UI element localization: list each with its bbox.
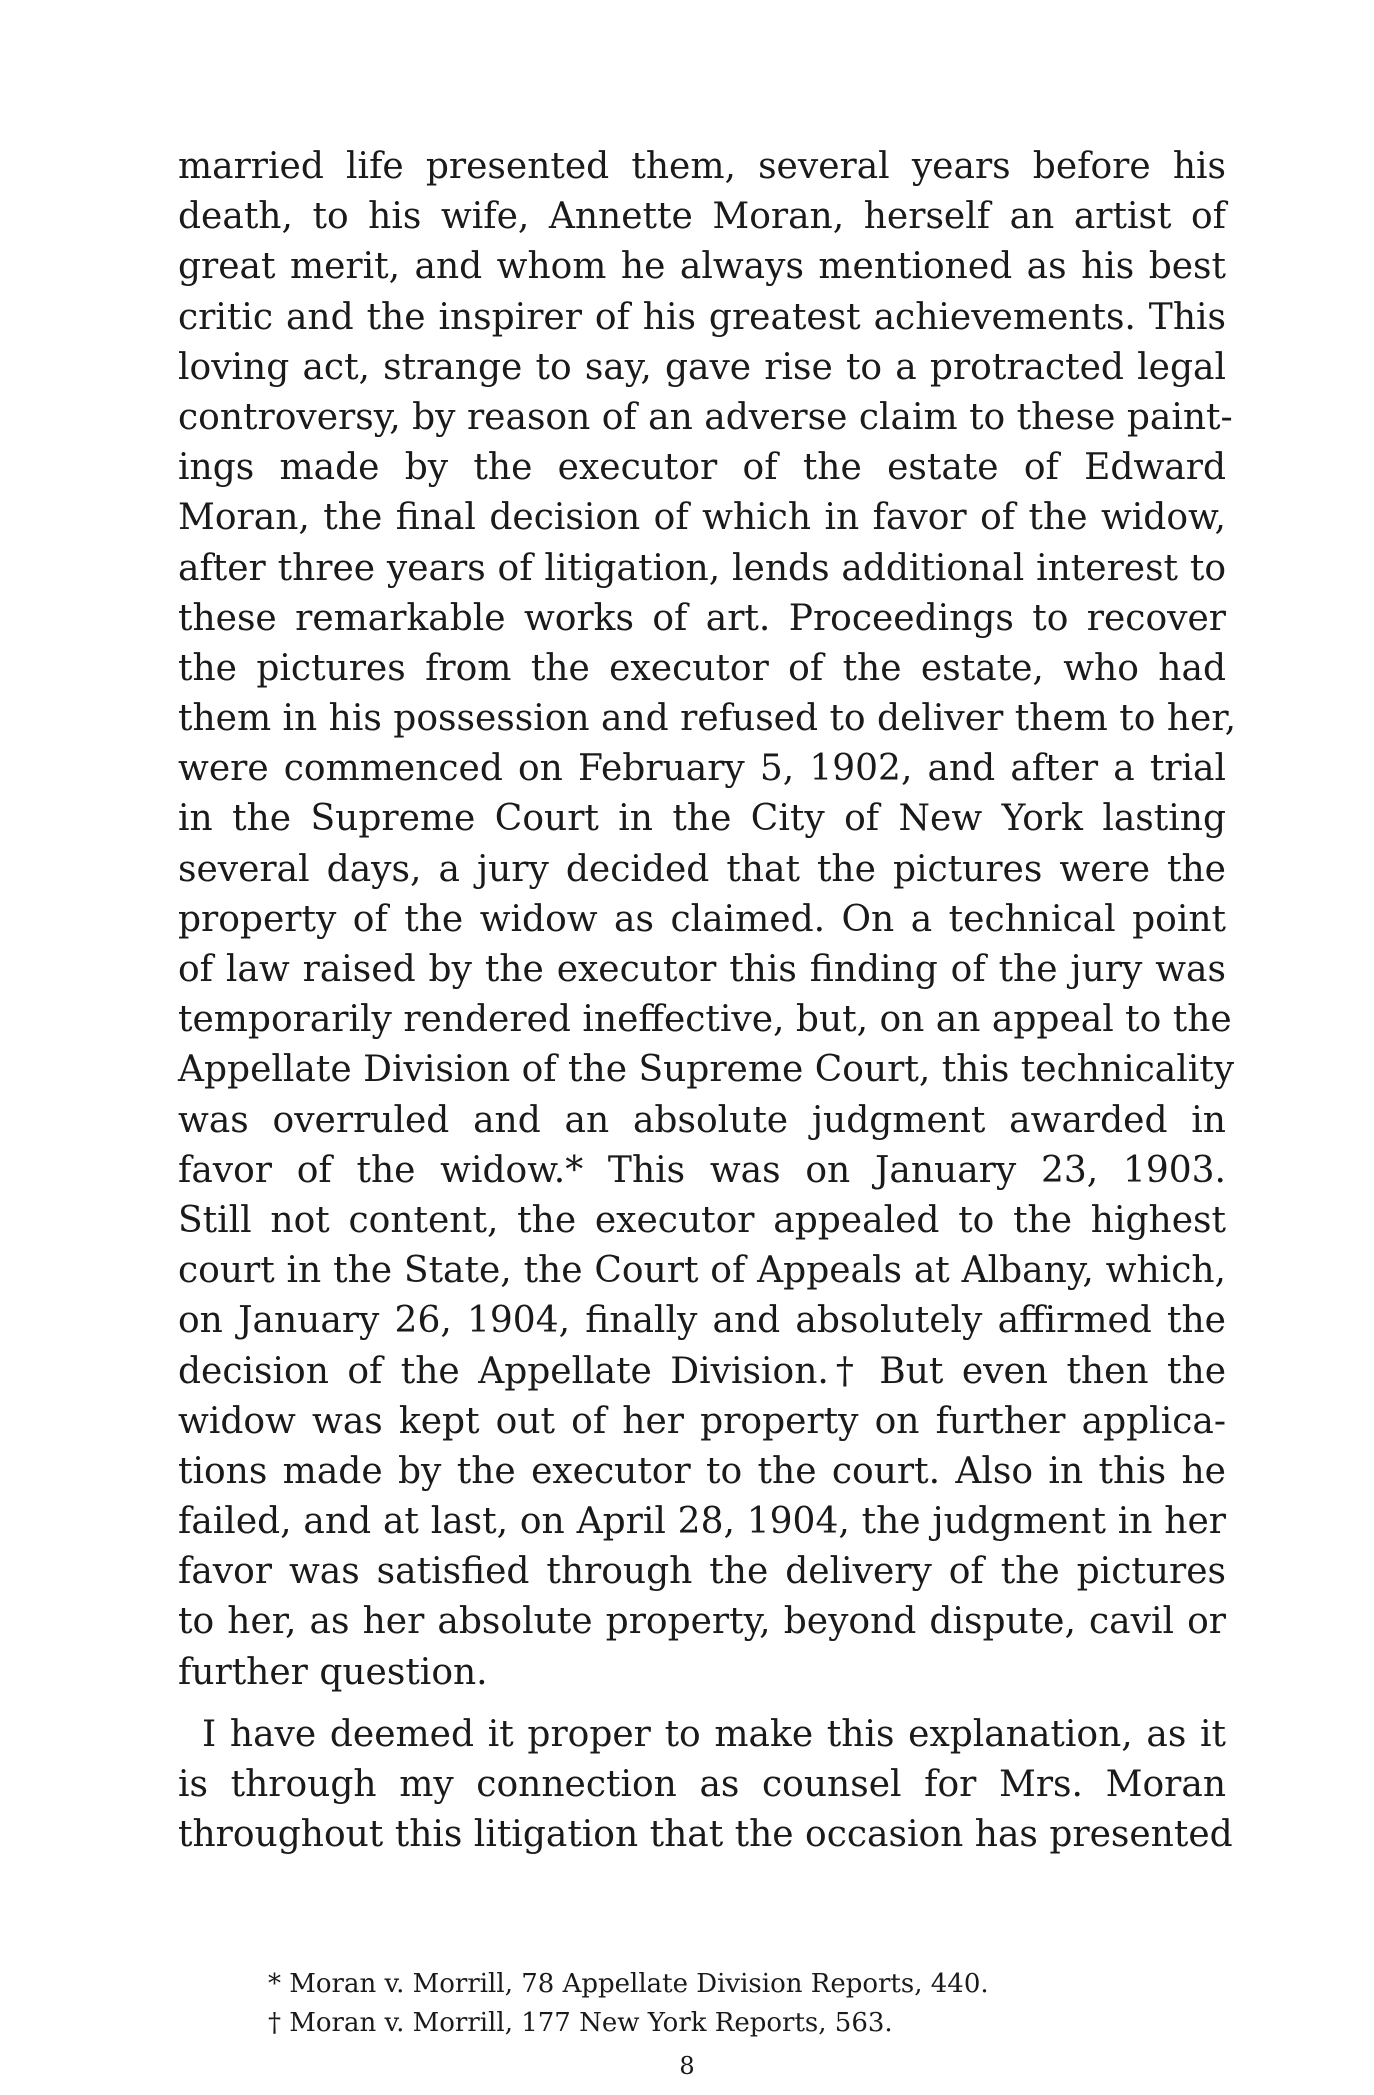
text-line: was overruled and an absolute judgment awarded in bbox=[178, 1099, 1226, 1141]
text-line: the pictures from the executor of the estate, who had bbox=[178, 647, 1226, 689]
text-line: controversy, by reason of an adverse claim to these paint- bbox=[178, 396, 1233, 438]
text-line: Still not content, the executor appealed to the highest bbox=[178, 1199, 1226, 1241]
text-line: critic and the inspirer of his greatest achievements. This bbox=[178, 296, 1226, 338]
text-line: in the Supreme Court in the City of New York lasting bbox=[178, 798, 1226, 840]
text-line: loving act, strange to say, gave rise to a protracted legal bbox=[178, 346, 1226, 388]
text-line: decision of the Appellate Division.† But even then the bbox=[178, 1350, 1226, 1392]
text-line: Appellate Division of the Supreme Court, this technicality bbox=[178, 1049, 1235, 1091]
text-line: ings made by the executor of the estate of Edward bbox=[178, 447, 1226, 489]
page-number: 8 bbox=[679, 2052, 695, 2080]
text-line: great merit, and whom he always mentioned as his best bbox=[178, 246, 1226, 288]
text-line: of law raised by the executor this finding of the jury was bbox=[178, 949, 1226, 990]
text-line: failed, and at last, on April 28, 1904, the judgment in her bbox=[178, 1501, 1226, 1543]
text-line: temporarily rendered ineffective, but, on an appeal to the bbox=[178, 999, 1232, 1041]
text-line: I have deemed it proper to make this explanation, as it bbox=[202, 1713, 1226, 1755]
text-line: these remarkable works of art. Proceedings to recover bbox=[178, 597, 1226, 639]
footnote-1: * Moran v. Morrill, 78 Appellate Division Reports, 440. bbox=[268, 1969, 989, 1999]
text-line: on January 26, 1904, finally and absolutely affirmed the bbox=[178, 1300, 1226, 1342]
text-line: tions made by the executor to the court. Also in this he bbox=[178, 1450, 1226, 1492]
paragraph-gap bbox=[178, 1698, 1226, 1710]
text-line: to her, as her absolute property, beyond dispute, cavil or bbox=[178, 1601, 1226, 1643]
text-line: further question. bbox=[178, 1651, 488, 1693]
text-line: court in the State, the Court of Appeals at Albany, which, bbox=[178, 1250, 1226, 1292]
text-line: them in his possession and refused to deliver them to her, bbox=[178, 698, 1237, 740]
text-line: several days, a jury decided that the pictures were the bbox=[178, 848, 1226, 890]
footnotes bbox=[268, 1965, 1088, 2043]
text-line: throughout this litigation that the occasion has presented bbox=[178, 1814, 1233, 1856]
body-text bbox=[178, 142, 1237, 1860]
text-line: after three years of litigation, lends additional interest to bbox=[178, 547, 1226, 589]
text-line: married life presented them, several years before his bbox=[178, 146, 1226, 187]
text-line: Moran, the final decision of which in favor of the widow, bbox=[178, 497, 1226, 539]
text-line: is through my connection as counsel for Mrs. Moran bbox=[178, 1764, 1226, 1805]
text-line: property of the widow as claimed. On a technical point bbox=[178, 898, 1226, 940]
text-line: were commenced on February 5, 1902, and after a trial bbox=[178, 748, 1226, 790]
text-line: favor was satisfied through the delivery of the pictures bbox=[178, 1551, 1226, 1593]
text-line: widow was kept out of her property on further applica- bbox=[178, 1400, 1226, 1442]
text-line: death, to his wife, Annette Moran, herself an artist of bbox=[178, 196, 1226, 238]
footnote-2: † Moran v. Morrill, 177 New York Reports, 563. bbox=[268, 2008, 893, 2038]
text-line: favor of the widow.* This was on January 23, 1903. bbox=[178, 1149, 1226, 1191]
